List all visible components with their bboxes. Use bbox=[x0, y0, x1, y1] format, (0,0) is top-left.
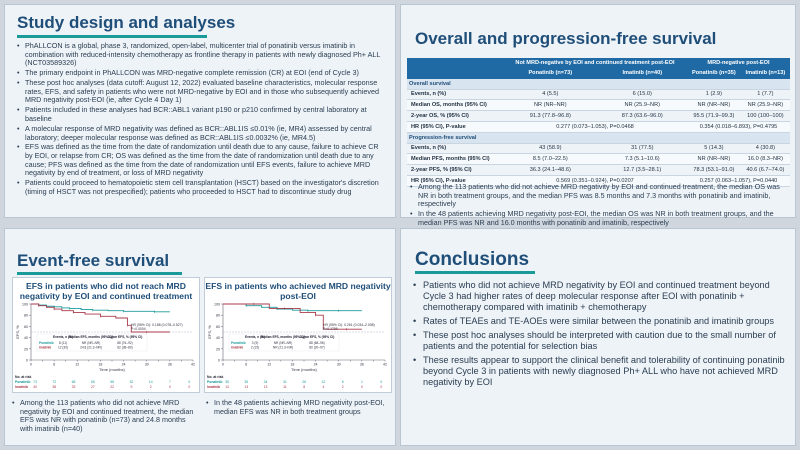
risk-arm-label: Imatinib bbox=[207, 385, 220, 389]
inset-header: 2-year EFS, % (95% CI) bbox=[299, 335, 335, 339]
row-label: Events, n (%) bbox=[407, 89, 503, 100]
inset-arm-label: Ponatinib bbox=[231, 341, 246, 345]
risk-value: 2 bbox=[149, 385, 152, 389]
table-row bbox=[407, 122, 790, 133]
inset-cell: 3 (9) bbox=[251, 341, 259, 345]
risk-value: 0 bbox=[361, 385, 363, 389]
inset-header: Median EFS, months (95% CI) bbox=[260, 335, 306, 339]
os-section-label: Overall survival bbox=[407, 79, 790, 89]
risk-arm-label: Ponatinib bbox=[15, 380, 31, 384]
conclusions-panel bbox=[400, 228, 796, 446]
efs-chart-2-title: EFS in patients who achieved MRD negativity post-EOI bbox=[205, 281, 391, 301]
x-tick-label: 12 bbox=[267, 362, 272, 367]
os-table-corner bbox=[407, 58, 503, 68]
bullet-item: • Among the 113 patients who did not achieve MRD negativity by EOI and continued treatment, the median EFS was NR with ponatinib (n=73) and 24.8 months with imatinib (n=40) bbox=[12, 399, 200, 433]
x-tick-label: 6 bbox=[53, 362, 56, 367]
x-tick-label: 24 bbox=[313, 362, 318, 367]
table-cell: 7.3 (5.1–10.6) bbox=[598, 154, 687, 165]
table-cell: NR (NR–NR) bbox=[687, 100, 741, 111]
y-axis-label: EFS, % bbox=[15, 325, 20, 339]
risk-value: 58 bbox=[110, 380, 115, 384]
efs-title-bar bbox=[17, 272, 182, 275]
risk-value: 22 bbox=[110, 385, 115, 389]
table-cell: 91.3 (77.8–96.8) bbox=[503, 111, 598, 122]
inset-cell: 8 (11) bbox=[58, 341, 68, 345]
os-col-header: Ponatinib (n=35) bbox=[687, 68, 741, 78]
y-tick-label: 40 bbox=[216, 336, 220, 341]
bullet-item: • A molecular response of MRD negativity was defined as BCR::ABL1IS ≤0.01% (ie, MR4) assessed by central laboratory; deeper molecular response was defined as BCR::ABL1IS ≤0.0032% (ie, MR4.5) bbox=[17, 125, 387, 142]
risk-value: 0 bbox=[169, 385, 171, 389]
inset-cell: 62 (38–80) bbox=[117, 345, 133, 350]
bullet-item: • These results appear to support the clinical benefit and tolerability of continuing ponatinib beyond Cycle 3 in patients with newly diagnosed Ph+ ALL who have not achieved MRD negativity by EOI bbox=[413, 355, 785, 388]
table-cell: 6 (15.0) bbox=[598, 89, 687, 100]
risk-value: 0 bbox=[380, 385, 383, 389]
x-tick-label: 12 bbox=[75, 362, 80, 367]
inset-header: Median EFS, months (95% CI) bbox=[68, 335, 114, 339]
inset-arm-label: Imatinib bbox=[231, 345, 244, 350]
inset-header: Events, n (%) bbox=[244, 335, 266, 339]
risk-arm-label: Ponatinib bbox=[207, 380, 223, 384]
efs-chart-2-svg bbox=[205, 302, 393, 394]
table-cell: 0.277 (0.073–1.053), P=0.0468 bbox=[503, 122, 687, 133]
y-tick-label: 40 bbox=[24, 336, 28, 341]
y-axis-label: EFS, % bbox=[207, 325, 212, 339]
table-cell: 5 (14.3) bbox=[687, 143, 741, 154]
table-row bbox=[407, 89, 790, 100]
bullet-item: • Patients included in these analyses had BCR::ABL1 variant p190 or p210 confirmed by central laboratory at baseline bbox=[17, 106, 387, 123]
os-group-header-2: MRD-negative post-EOI bbox=[687, 58, 790, 68]
risk-value: 31 bbox=[282, 380, 287, 384]
x-tick-label: 42 bbox=[191, 362, 195, 367]
study-title: Study design and analyses bbox=[17, 13, 236, 32]
x-tick-label: 36 bbox=[167, 362, 172, 367]
inset-arm-label: Imatinib bbox=[39, 345, 52, 350]
x-tick-label: 42 bbox=[383, 362, 387, 367]
table-row bbox=[407, 111, 790, 122]
risk-value: 13 bbox=[263, 385, 268, 389]
inset-cell: 86 (76–92) bbox=[117, 341, 133, 345]
y-tick-label: 80 bbox=[216, 313, 220, 318]
efs-chart-1 bbox=[12, 277, 200, 393]
os-title: Overall and progression-free survival bbox=[415, 29, 717, 48]
conclusions-bullets bbox=[413, 280, 785, 391]
row-label: Median OS, months (95% CI) bbox=[407, 100, 503, 111]
y-tick-label: 60 bbox=[24, 324, 28, 329]
os-group-header-1: Not MRD-negative by EOI and continued treatment post-EOI bbox=[503, 58, 687, 68]
table-cell: 12.7 (3.5–28.1) bbox=[598, 165, 687, 176]
table-cell: 87.3 (63.6–96.0) bbox=[598, 111, 687, 122]
km-line-ponatinib bbox=[31, 304, 170, 312]
study-bullets bbox=[17, 42, 387, 198]
bullet-item: • Patients who did not achieve MRD negativity by EOI and continued treatment beyond Cycle 3 had higher rates of deep molecular response after EOI with ponatinib + chemotherapy compared with imatinib + chemotherapy bbox=[413, 280, 785, 313]
p-value-annotation: P=0.1799 bbox=[323, 327, 338, 331]
risk-value: 8 bbox=[303, 385, 306, 389]
table-cell: 0.569 (0.351–0.924), P=0.0207 bbox=[503, 175, 687, 186]
row-label: 2-year PFS, % (95% CI) bbox=[407, 165, 503, 176]
table-cell: 1 (7.7) bbox=[741, 89, 790, 100]
table-cell: 8.5 (7.0–22.5) bbox=[503, 154, 598, 165]
x-tick-label: 18 bbox=[290, 362, 295, 367]
p-value-annotation: P=0.0004 bbox=[131, 327, 146, 331]
inset-cell: NR (NR–NR) bbox=[273, 341, 293, 345]
os-table bbox=[407, 58, 790, 187]
os-col-header: Imatinib (n=40) bbox=[598, 68, 687, 78]
risk-value: 0 bbox=[380, 380, 383, 384]
inset-cell: NR (NR–NR) bbox=[81, 341, 101, 345]
row-label: HR (95% CI), P-value bbox=[407, 122, 503, 133]
table-cell: NR (25.9–NR) bbox=[598, 100, 687, 111]
risk-value: 13 bbox=[225, 385, 229, 389]
table-cell: 31 (77.5) bbox=[598, 143, 687, 154]
km-line-ponatinib bbox=[223, 304, 362, 311]
os-section-label: Progression-free survival bbox=[407, 132, 790, 143]
bullet-item: • In the 48 patients achieving MRD negativity post-EOI, the median OS was NR in both treatment groups, and the median PFS was NR and 16.0 months with ponatinib and imatinib, respectively bbox=[410, 210, 790, 227]
table-cell: 36.3 (24.1–48.6) bbox=[503, 165, 598, 176]
os-table-body bbox=[407, 79, 790, 186]
study-panel bbox=[4, 4, 396, 218]
bullet-item: • In the 48 patients achieving MRD negativity post-EOI, median EFS was NR in both treatment groups bbox=[206, 399, 392, 416]
risk-arm-label: Imatinib bbox=[15, 385, 28, 389]
bullet-item: • Patients could proceed to hematopoietic stem cell transplantation (HSCT) based on the investigator's discretion (timing of HSCT was not prespecified); patients who proceeded to HSCT had to discontinue study drug bbox=[17, 179, 387, 196]
efs-bullets-left bbox=[12, 399, 200, 435]
inset-header: 2-year EFS, % (95% CI) bbox=[107, 335, 143, 339]
row-label: Median PFS, months (95% CI) bbox=[407, 154, 503, 165]
x-axis-label: Time (months) bbox=[99, 367, 125, 372]
risk-value: 14 bbox=[148, 380, 153, 384]
bullet-item: • Among the 113 patients who did not achieve MRD negativity by EOI and continued treatment, the median OS was NR in both treatment groups, and the median PFS was 8.5 months and 7.3 months with ponatinib and imatinib, respectively bbox=[410, 183, 790, 209]
table-cell: 40.6 (6.7–74.0) bbox=[741, 165, 790, 176]
table-cell: 78.3 (53.1–91.0) bbox=[687, 165, 741, 176]
study-title-bar bbox=[17, 35, 207, 38]
inset-cell: 2 (15) bbox=[250, 345, 260, 350]
row-label: HR (95% CI), P-value bbox=[407, 175, 503, 186]
risk-value: 72 bbox=[52, 380, 57, 384]
y-tick-label: 100 bbox=[22, 302, 28, 307]
hr-annotation: HR (95% CI): 0.261 (0.034–2.008) bbox=[323, 323, 375, 327]
bullet-item: • PhALLCON is a global, phase 3, randomized, open-label, multicenter trial of ponatinib versus imatinib in combination with reduced-intensity chemotherapy as frontline therapy in patients with newly diagnosed Ph+ ALL (NCT03589326) bbox=[17, 42, 387, 68]
conclusions-title: Conclusions bbox=[415, 249, 530, 270]
x-tick-label: 0 bbox=[30, 362, 32, 367]
row-label: 2-year OS, % (95% CI) bbox=[407, 111, 503, 122]
risk-value: 40 bbox=[33, 385, 37, 389]
table-cell: 43 (58.9) bbox=[503, 143, 598, 154]
inset-cell: NR (21.3–NR) bbox=[272, 345, 294, 350]
risk-value: 5 bbox=[341, 380, 344, 384]
risk-value: 73 bbox=[33, 380, 37, 384]
risk-value: 33 bbox=[71, 385, 76, 389]
conclusions-title-bar bbox=[415, 271, 535, 274]
risk-table-label: No. at risk bbox=[15, 375, 32, 379]
risk-value: 2 bbox=[341, 385, 344, 389]
bullet-item: • These post hoc analyses should be interpreted with caution due to the small number of patients and the potential for selection bias bbox=[413, 330, 785, 352]
y-tick-label: 20 bbox=[24, 347, 28, 352]
risk-value: 27 bbox=[90, 385, 95, 389]
x-tick-label: 24 bbox=[121, 362, 126, 367]
table-cell: 0.354 (0.018–6.893), P=0.4795 bbox=[687, 122, 790, 133]
y-tick-label: 80 bbox=[24, 313, 28, 318]
risk-table-label: No. at risk bbox=[207, 375, 224, 379]
y-tick-label: 0 bbox=[26, 358, 28, 363]
risk-value: 35 bbox=[225, 380, 229, 384]
y-tick-label: 0 bbox=[218, 358, 220, 363]
table-row bbox=[407, 154, 790, 165]
x-tick-label: 30 bbox=[144, 362, 149, 367]
table-cell: NR (NR–NR) bbox=[503, 100, 598, 111]
risk-value: 9 bbox=[130, 385, 133, 389]
os-col-header: Ponatinib (n=73) bbox=[503, 68, 598, 78]
risk-value: 32 bbox=[129, 380, 134, 384]
x-tick-label: 36 bbox=[359, 362, 364, 367]
risk-value: 35 bbox=[244, 380, 249, 384]
table-cell: NR (NR–NR) bbox=[687, 154, 741, 165]
inset-cell: 88 (68–96) bbox=[309, 341, 325, 345]
table-row bbox=[407, 143, 790, 154]
km-line-imatinib bbox=[31, 304, 170, 332]
risk-value: 0 bbox=[188, 385, 191, 389]
inset-cell: 80 (20–97) bbox=[309, 345, 325, 350]
efs-chart-1-svg bbox=[13, 302, 201, 394]
efs-chart-2 bbox=[204, 277, 392, 393]
table-cell: 0.257 (0.063–1.057), P=0.0440 bbox=[687, 175, 790, 186]
risk-value: 65 bbox=[90, 380, 95, 384]
os-table-corner-2 bbox=[407, 68, 503, 78]
risk-value: 1 bbox=[361, 380, 363, 384]
table-row bbox=[407, 165, 790, 176]
bullet-item: • EFS was defined as the time from the date of randomization until death due to any cause, failure to achieve CR by EOI, or relapse from CR; OS was defined as the time from the date of randomization until death due to any cause; PFS was defined as the time from the date of randomization until EFS events, failure to achieve MRD negativity by end of treatment, or loss of MRD negativity bbox=[17, 143, 387, 177]
table-cell: NR (25.9–NR) bbox=[741, 100, 790, 111]
inset-header: Events, n (%) bbox=[52, 335, 74, 339]
risk-value: 7 bbox=[169, 380, 171, 384]
risk-value: 11 bbox=[283, 385, 287, 389]
table-row bbox=[407, 100, 790, 111]
efs-chart-1-title: EFS in patients who did not reach MRD negativity by EOI and continued treatment bbox=[19, 281, 193, 301]
inset-cell: 12 (30) bbox=[57, 345, 69, 350]
bullet-item: • These post hoc analyses (data cutoff: August 12, 2022) evaluated baseline characteristics, molecular response rates, EFS, and safety in patients who were not MRD-negative by EOI and in those who subsequently achieved MRD negativity post-EOI (ie, after Cycle 4 Day 1) bbox=[17, 79, 387, 105]
table-cell: 100 (100–100) bbox=[741, 111, 790, 122]
risk-value: 38 bbox=[52, 385, 57, 389]
os-col-header: Imatinib (n=13) bbox=[741, 68, 790, 78]
bullet-item: • The primary endpoint in PhALLCON was MRD-negative complete remission (CR) at EOI (end of Cycle 3) bbox=[17, 69, 387, 78]
y-tick-label: 100 bbox=[214, 302, 220, 307]
x-tick-label: 6 bbox=[245, 362, 248, 367]
x-tick-label: 30 bbox=[336, 362, 341, 367]
risk-value: 0 bbox=[188, 380, 191, 384]
table-cell: 16.0 (8.3–NR) bbox=[741, 154, 790, 165]
inset-cell: 24.8 (21.3–NR) bbox=[80, 345, 102, 350]
bullet-item: • Rates of TEAEs and TE-AOEs were similar between the ponatinib and imatinib groups bbox=[413, 316, 785, 327]
efs-title: Event-free survival bbox=[17, 251, 170, 270]
risk-value: 13 bbox=[244, 385, 249, 389]
y-tick-label: 20 bbox=[216, 347, 220, 352]
risk-value: 26 bbox=[302, 380, 307, 384]
table-cell: 4 (5.5) bbox=[503, 89, 598, 100]
hr-annotation: HR (95% CI): 0.188 (0.078–0.527) bbox=[131, 323, 183, 327]
risk-value: 4 bbox=[322, 385, 325, 389]
table-cell: 4 (30.8) bbox=[741, 143, 790, 154]
risk-value: 12 bbox=[321, 380, 326, 384]
x-axis-label: Time (months) bbox=[291, 367, 317, 372]
risk-value: 68 bbox=[71, 380, 76, 384]
os-bullets bbox=[410, 183, 790, 229]
efs-bullets-right bbox=[206, 399, 392, 418]
row-label: Events, n (%) bbox=[407, 143, 503, 154]
x-tick-label: 0 bbox=[222, 362, 224, 367]
risk-value: 34 bbox=[263, 380, 268, 384]
table-cell: 1 (2.9) bbox=[687, 89, 741, 100]
y-tick-label: 60 bbox=[216, 324, 220, 329]
table-cell: 95.5 (71.9–99.3) bbox=[687, 111, 741, 122]
inset-arm-label: Ponatinib bbox=[39, 341, 54, 345]
x-tick-label: 18 bbox=[98, 362, 103, 367]
